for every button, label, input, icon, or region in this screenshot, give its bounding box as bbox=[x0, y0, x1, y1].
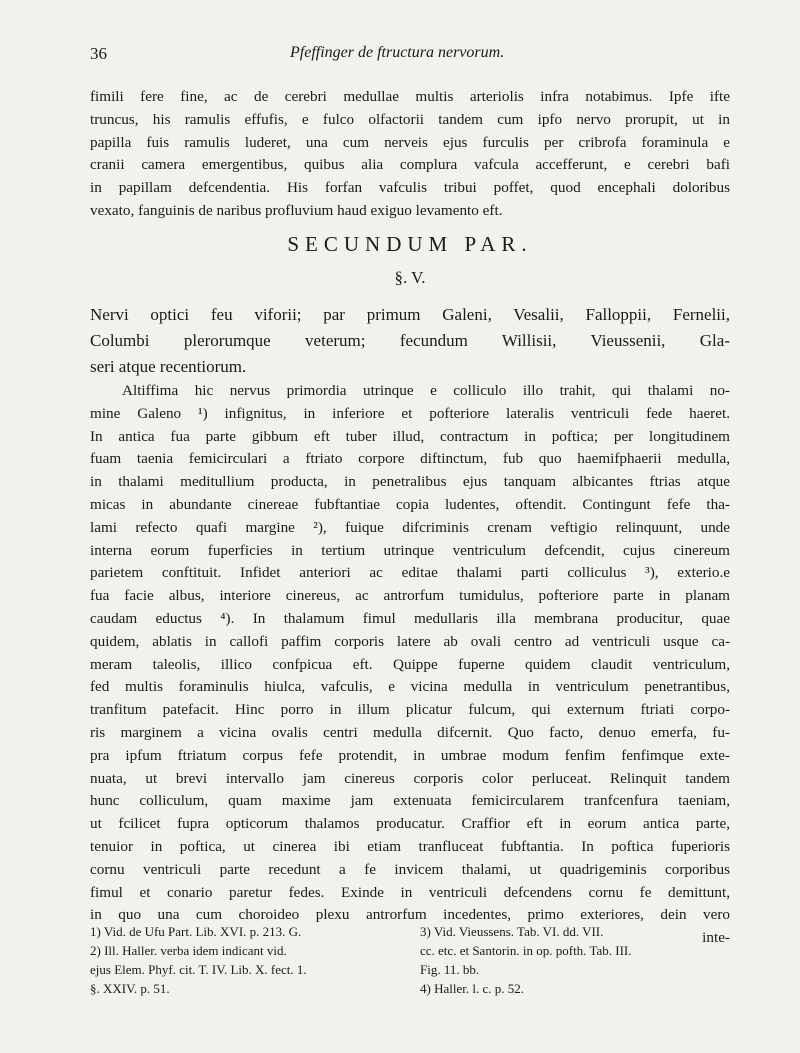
main-paragraph bbox=[90, 380, 730, 950]
footnote-line: 2) Ill. Haller. verba idem indicant vid. bbox=[90, 943, 287, 958]
text-line: mine Galeno ¹) infignitus, in inferiore et pofteriore lateralis ventriculi fede haeret. bbox=[90, 404, 730, 422]
footnote-line: Fig. 11. bb. bbox=[420, 962, 480, 977]
footnote-line: §. XXIV. p. 51. bbox=[90, 981, 170, 996]
text-line: fimul et conario paretur fedes. Exinde in ventriculi defcendens cornu fe demittunt, bbox=[90, 883, 730, 901]
catchword: inte- bbox=[702, 929, 730, 947]
text-line: cranii camera emergentibus, quibus alia complura vafcula accefferunt, e cerebri bafi bbox=[90, 156, 730, 174]
text-line: vexato, fanguinis de naribus profluvium haud exiguo levamento eft. bbox=[90, 201, 503, 219]
text-line: fed multis foraminulis hiulca, vafculis, e vicina medulla in ventriculum penetrantibus, bbox=[90, 678, 730, 696]
text-line: in thalami meditullium producta, in penetralibus ejus tanquam albicantes ftrias atque bbox=[90, 473, 730, 491]
text-line: meram taleolis, illico confpicua eft. Quippe fuperne quidem claudit ventriculum, bbox=[90, 655, 730, 673]
text-line: parietem conftituit. Infidet anteriori ac editae thalami parti colliculus ³), exterio.e bbox=[90, 564, 730, 582]
text-line: truncus, his ramulis effufis, e fulco olfactorii tandem cum ipfo nervo prorupit, ut in bbox=[90, 110, 730, 128]
text-line: micas in abundante cinereae fubftantiae copia ludentes, oftendit. Contingunt fefe tha- bbox=[90, 495, 730, 513]
footnotes-right-column bbox=[420, 922, 730, 998]
text-line: ut fcilicet fupra opticorum thalamos producatur. Craffior eft in eorum antica parte, bbox=[90, 815, 730, 833]
text-line: In antica fua parte gibbum eft tuber illud, contractum in poftica; per longitudinem bbox=[90, 427, 730, 445]
top-paragraph bbox=[90, 86, 730, 223]
page-number: 36 bbox=[90, 44, 107, 63]
text-line: caudam eductus ⁴). In thalamum fimul medullaris illa membrana producitur, quae bbox=[90, 609, 730, 627]
running-title: Pfeffinger de ftructura nervorum. bbox=[290, 44, 505, 61]
heading-line: Nervi optici feu viforii; par primum Galeni, Vesalii, Falloppii, Fernelii, bbox=[90, 305, 730, 324]
section-title: SECUNDUM PAR. bbox=[287, 232, 533, 256]
heading-line: seri atque recentiorum. bbox=[90, 357, 247, 376]
text-line: interna eorum fuperficies in tertium utrinque ventriculum defcendit, cujus cinereum bbox=[90, 541, 730, 559]
heading-line: Columbi plerorumque veterum; fecundum Willisii, Vieussenii, Gla- bbox=[90, 331, 730, 350]
text-line: fuam taenia femicirculari a ftriato corpore diftinctum, fub quo haemifphaerii medulla, bbox=[90, 450, 730, 468]
text-line: fimili fere fine, ac de cerebri medullae multis arteriolis infra notabimus. Ipfe ifte bbox=[90, 88, 730, 105]
footnote-line: cc. etc. et Santorin. in op. pofth. Tab. III. bbox=[420, 943, 632, 958]
text-line: nuata, ut brevi intervallo jam cinereus corporis color perluceat. Relinquit tandem bbox=[90, 769, 730, 787]
text-line: quidem, ablatis in callofi paffim corporis latere ab ovali centro ad ventriculi usque ca- bbox=[90, 632, 730, 650]
nerve-heading bbox=[90, 302, 730, 380]
text-line: ris marginem a vicina ovalis centri medulla difcernit. Quo facto, denuo emerfa, fu- bbox=[90, 723, 730, 741]
text-line: fua facie albus, interiore cinereus, ac antrorfum tumidulus, pofteriore parte in planam bbox=[90, 587, 730, 605]
text-line: tenuior in poftica, ut cinerea ibi etiam tranfluceat fubftantia. In poftica fuperioris bbox=[90, 837, 730, 855]
footnote-line: ejus Elem. Phyf. cit. T. IV. Lib. X. fect. 1. bbox=[90, 962, 307, 977]
text-line: tranfitum patefacit. Hinc porro in illum plicatur fulcum, qui externum ftriati corpo- bbox=[90, 701, 730, 719]
footnote-line: 4) Haller. l. c. p. 52. bbox=[420, 981, 524, 996]
footnote-line: 1) Vid. de Ufu Part. Lib. XVI. p. 213. G. bbox=[90, 924, 302, 939]
text-line: lami refecto quafi margine ²), fuique difcriminis crenam veftigio relinquunt, unde bbox=[90, 518, 730, 536]
text-line: papilla fuis ramulis luderet, una cum nerveis ejus furculis per cribrofa foraminula e bbox=[90, 133, 730, 151]
text-line: cornu ventriculi parte recedunt a fe invicem thalami, ut quadrigeminis corporibus bbox=[90, 860, 730, 878]
text-line: Altiffima hic nervus primordia utrinque e colliculo illo trahit, qui thalami no- bbox=[122, 382, 730, 399]
section-number: §. V. bbox=[394, 268, 426, 287]
text-line: pra ipfum ftriatum corpus fefe protendit, in umbrae modum fenfim fenfimque exte- bbox=[90, 746, 730, 764]
running-head bbox=[90, 44, 714, 72]
text-line: hunc colliculum, quam maxime jam extenuata femicircularem tranfcenfura taeniam, bbox=[90, 792, 730, 810]
text-line: in quo una cum choroideo plexu antrorfum incedentes, primo exteriores, dein vero bbox=[90, 906, 730, 924]
text-line: in papillam defcendentia. His forfan vafculis tribui poffet, quod encephali doloribus bbox=[90, 179, 730, 197]
footnotes-left-column bbox=[90, 922, 400, 998]
footnote-line: 3) Vid. Vieussens. Tab. VI. dd. VII. bbox=[420, 924, 604, 939]
